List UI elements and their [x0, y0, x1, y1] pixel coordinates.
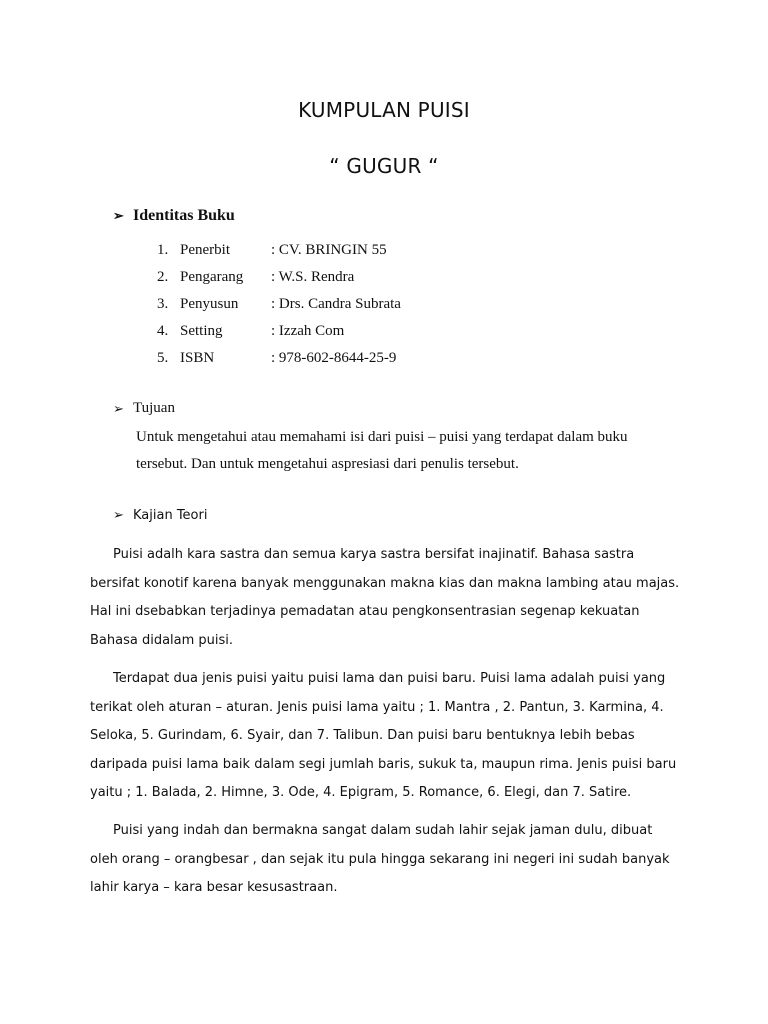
paragraph-text: Puisi adalh kara sastra dan semua karya sastra bersifat inajinatif. Bahasa sastra bersifat konotif karena banyak menggunakan makna kias dan makna lambing atau majas. Hal ini dsebabkan terjadinya pemadatan atau pengkonsentrasian segenap kekuatan Bahasa didalam puisi. [90, 547, 680, 648]
item-value: : Drs. Candra Subrata [271, 296, 401, 312]
arrow-bullet-icon: ➢ [113, 508, 124, 523]
item-value: : 978-602-8644-25-9 [271, 350, 397, 366]
tujuan-heading-label: Tujuan [133, 400, 175, 416]
item-number: 2. [157, 269, 169, 285]
kajian-heading [113, 508, 207, 523]
list-item [157, 237, 401, 264]
item-label: Penerbit [180, 242, 230, 258]
item-number: 5. [157, 350, 169, 366]
item-value: : W.S. Rendra [271, 269, 355, 285]
item-number: 4. [157, 323, 169, 339]
tujuan-text: Untuk mengetahui atau memahami isi dari puisi – puisi yang terdapat dalam buku tersebut. Dan untuk mengetahui aspresiasi dari penulis tersebut. [136, 429, 628, 472]
identitas-list [157, 237, 401, 372]
body-paragraph [90, 817, 680, 903]
item-label: ISBN [180, 350, 215, 366]
item-value: : Izzah Com [271, 323, 345, 339]
item-number: 3. [157, 296, 169, 312]
item-value: : CV. BRINGIN 55 [271, 242, 387, 258]
arrow-bullet-icon: ➢ [113, 208, 124, 223]
identitas-heading [113, 207, 235, 225]
paragraph-text: Terdapat dua jenis puisi yaitu puisi lama dan puisi baru. Puisi lama adalah puisi yang terikat oleh aturan – aturan. Jenis puisi lama yaitu ; 1. Mantra , 2. Pantun, 3. Karmina, 4. Seloka, 5. Gurindam, 6. Syair, dan 7. Talibun. Dan puisi baru bentuknya lebih bebas daripada puisi lama baik dalam segi jumlah baris, sukuk ta, maupun rima. Jenis puisi baru yaitu ; 1. Balada, 2. Himne, 3. Ode, 4. Epigram, 5. Romance, 6. Elegi, dan 7. Satire. [90, 671, 677, 800]
item-label: Penyusun [180, 296, 239, 312]
list-item [157, 318, 401, 345]
paragraph-text: Puisi yang indah dan bermakna sangat dalam sudah lahir sejak jaman dulu, dibuat oleh orang – orangbesar , dan sejak itu pula hingga sekarang ini negeri ini sudah banyak lahir karya – kara besar kesusastraan. [90, 823, 670, 895]
item-number: 1. [157, 242, 169, 258]
body-paragraph [90, 541, 680, 655]
item-label: Setting [180, 323, 223, 339]
list-item [157, 264, 401, 291]
arrow-bullet-icon: ➢ [113, 400, 124, 416]
body-paragraph [90, 665, 680, 808]
tujuan-heading [113, 400, 175, 417]
item-label: Pengarang [180, 269, 244, 285]
kajian-heading-label: Kajian Teori [133, 508, 208, 523]
list-item [157, 291, 401, 318]
page-subtitle: “ GUGUR “ [329, 154, 439, 178]
identitas-heading-label: Identitas Buku [133, 207, 235, 224]
list-item [157, 345, 401, 372]
page-title: KUMPULAN PUISI [298, 98, 470, 122]
